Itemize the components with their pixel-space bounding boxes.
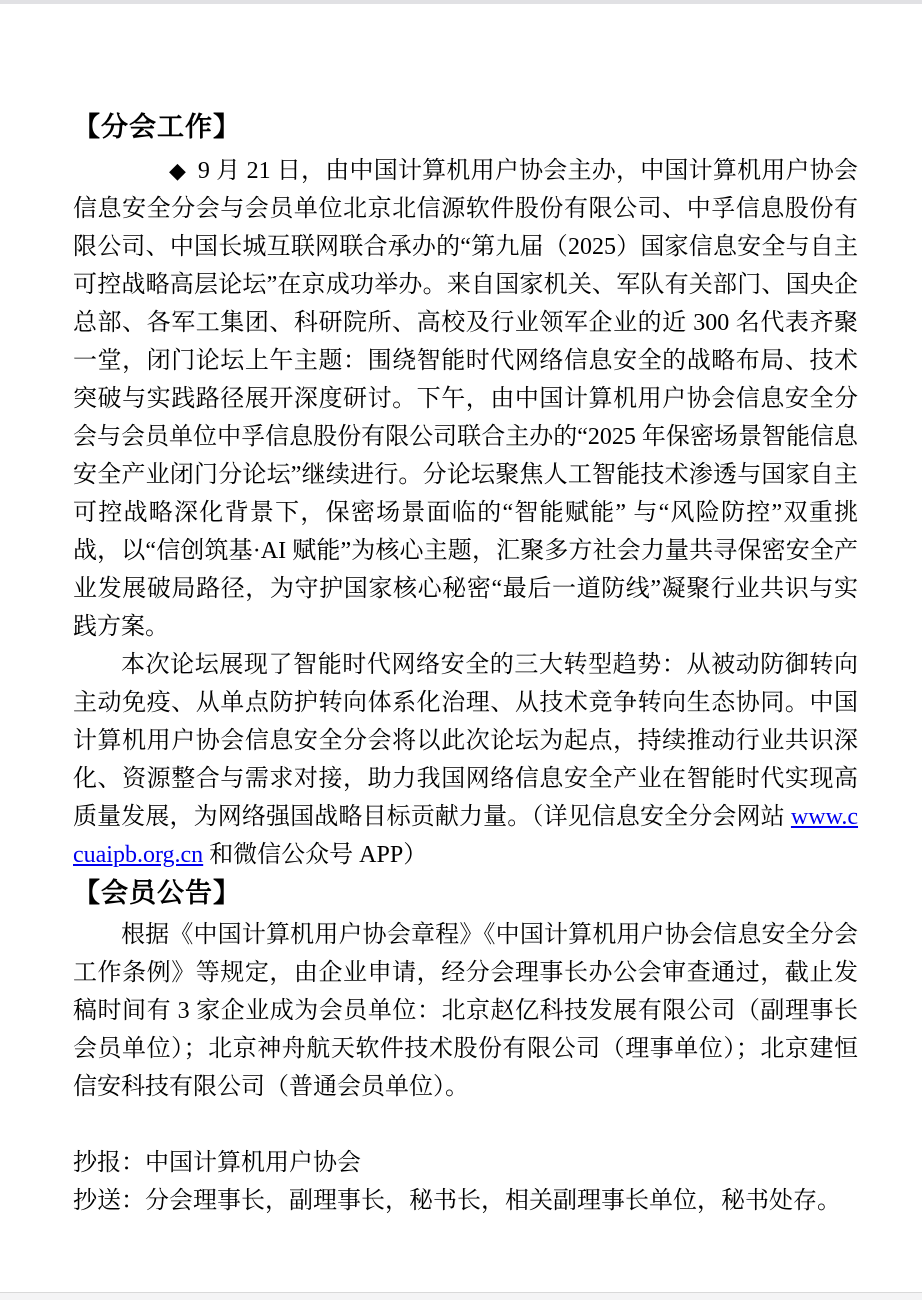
section-heading-branch-work: 【分会工作】	[73, 112, 241, 142]
section-heading-member-notice: 【会员公告】	[73, 878, 241, 908]
paragraph-new-members	[73, 916, 858, 1106]
copy-send-line: 抄送：分会理事长，副理事长，秘书长，相关副理事长单位，秘书处存。	[73, 1188, 841, 1214]
distribution-block	[73, 1144, 858, 1220]
diamond-bullet-icon: ◆	[169, 158, 186, 183]
paragraph-trends-after-link-text: 和微信公众号 APP）	[209, 842, 428, 868]
copy-report-line: 抄报：中国计算机用户协会	[73, 1150, 361, 1176]
paragraph-forum-report	[73, 152, 858, 646]
document-content	[73, 110, 858, 1220]
paragraph-trends-text: 本次论坛展现了智能时代网络安全的三大转型趋势：从被动防御转向主动免疫、从单点防护转向体系化治理、从技术竞争转向生态协同。中国计算机用户协会信息安全分会将以此次论坛为起点，持续推动行业共识深化、资源整合与需求对接，助力我国网络信息安全产业在智能时代实现高质量发展，为网络强国战略目标贡献力量。（详见信息安全分会网站	[73, 652, 858, 830]
paragraph-forum-report-text: 9 月 21 日，由中国计算机用户协会主办，中国计算机用户协会信息安全分会与会员单位北京北信源软件股份有限公司、中孚信息股份有限公司、中国长城互联网联合承办的“第九届（2025）国家信息安全与自主可控战略高层论坛”在京成功举办。来自国家机关、军队有关部门、国央企总部、各军工集团、科研院所、高校及行业领军企业的近 300 名代表齐聚一堂，闭门论坛上午主题：围绕智能时代网络信息安全的战略布局、技术突破与实践路径展开深度研讨。下午，由中国计算机用户协会信息安全分会与会员单位中孚信息股份有限公司联合主办的“2025 年保密场景智能信息安全产业闭门分论坛”继续进行。分论坛聚焦人工智能技术渗透与国家自主可控战略深化背景下，保密场景面临的“智能赋能” 与“风险防控”双重挑战，以“信创筑基·AI 赋能”为核心主题，汇聚多方社会力量共寻保密安全产业发展破局路径，为守护国家核心秘密“最后一道防线”凝聚行业共识与实践方案。	[73, 158, 858, 640]
page-edge-bottom	[0, 1292, 922, 1300]
website-link[interactable]: www.ccuaipb.org.cn	[73, 804, 859, 868]
page-edge-top	[0, 0, 922, 4]
paragraph-trends	[73, 646, 858, 874]
paragraph-new-members-text: 根据《中国计算机用户协会章程》《中国计算机用户协会信息安全分会工作条例》等规定，由企业申请，经分会理事长办公会审查通过，截止发稿时间有 3 家企业成为会员单位：北京赵亿科技发展有限公司（副理事长会员单位）；北京神舟航天软件技术股份有限公司（理事单位）；北京建恒信安科技有限公司（普通会员单位）。	[73, 922, 858, 1100]
